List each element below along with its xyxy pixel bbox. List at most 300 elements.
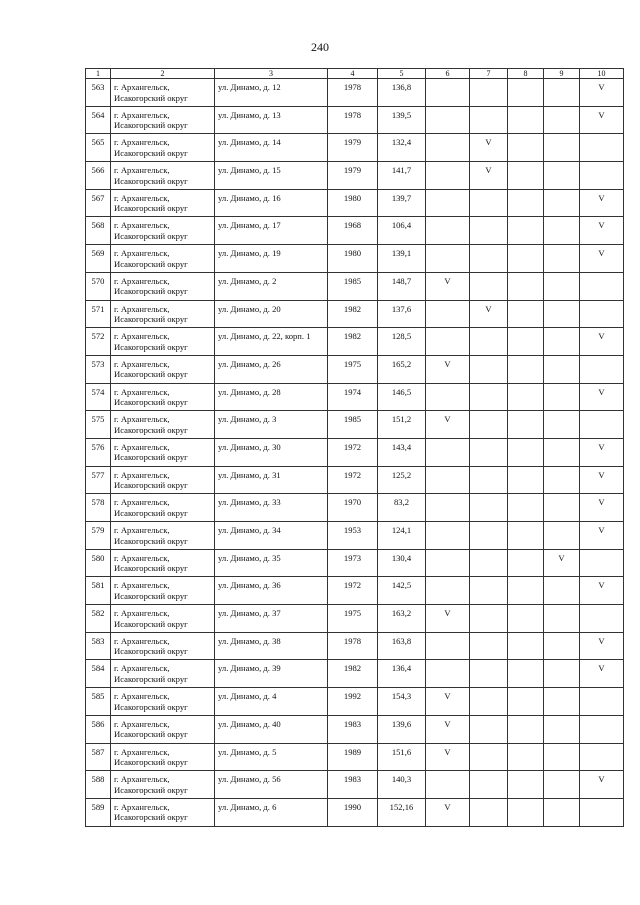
area-value: 139,7 xyxy=(378,189,426,217)
city-district: г. Архангельск, Исакогорский округ xyxy=(111,577,215,605)
mark-col-10 xyxy=(580,411,624,439)
address: ул. Динамо, д. 30 xyxy=(215,438,328,466)
mark-col-9 xyxy=(544,466,580,494)
table-row xyxy=(86,79,624,107)
mark-col-10: V xyxy=(580,632,624,660)
table-row xyxy=(86,688,624,716)
mark-col-10 xyxy=(580,300,624,328)
table-row xyxy=(86,438,624,466)
mark-col-10 xyxy=(580,272,624,300)
table-row xyxy=(86,162,624,190)
row-number: 574 xyxy=(86,383,111,411)
build-year: 1978 xyxy=(328,79,378,107)
mark-col-9 xyxy=(544,300,580,328)
area-value: 154,3 xyxy=(378,688,426,716)
address: ул. Динамо, д. 28 xyxy=(215,383,328,411)
mark-col-10: V xyxy=(580,522,624,550)
table-header xyxy=(86,69,624,79)
area-value: 139,6 xyxy=(378,715,426,743)
table-row xyxy=(86,383,624,411)
build-year: 1975 xyxy=(328,605,378,633)
build-year: 1982 xyxy=(328,328,378,356)
row-number: 577 xyxy=(86,466,111,494)
mark-col-9 xyxy=(544,522,580,550)
mark-col-9 xyxy=(544,798,580,826)
address: ул. Динамо, д. 39 xyxy=(215,660,328,688)
mark-col-8 xyxy=(508,798,544,826)
city-district: г. Архангельск, Исакогорский округ xyxy=(111,715,215,743)
mark-col-10: V xyxy=(580,466,624,494)
city-district: г. Архангельск, Исакогорский округ xyxy=(111,106,215,134)
city-district: г. Архангельск, Исакогорский округ xyxy=(111,79,215,107)
address: ул. Динамо, д. 16 xyxy=(215,189,328,217)
table-body xyxy=(86,79,624,827)
table-row xyxy=(86,771,624,799)
mark-col-6 xyxy=(426,134,470,162)
mark-col-6 xyxy=(426,771,470,799)
mark-col-9 xyxy=(544,162,580,190)
mark-col-8 xyxy=(508,688,544,716)
build-year: 1968 xyxy=(328,217,378,245)
mark-col-6 xyxy=(426,660,470,688)
city-district: г. Архангельск, Исакогорский округ xyxy=(111,605,215,633)
mark-col-6: V xyxy=(426,411,470,439)
mark-col-9 xyxy=(544,245,580,273)
table-row xyxy=(86,300,624,328)
row-number: 573 xyxy=(86,355,111,383)
mark-col-6: V xyxy=(426,715,470,743)
column-header-3: 3 xyxy=(215,69,328,79)
mark-col-7 xyxy=(470,79,508,107)
housing-registry-table xyxy=(85,68,624,827)
city-district: г. Архангельск, Исакогорский округ xyxy=(111,134,215,162)
address: ул. Динамо, д. 17 xyxy=(215,217,328,245)
mark-col-9 xyxy=(544,715,580,743)
mark-col-8 xyxy=(508,549,544,577)
build-year: 1985 xyxy=(328,272,378,300)
area-value: 132,4 xyxy=(378,134,426,162)
mark-col-8 xyxy=(508,272,544,300)
build-year: 1983 xyxy=(328,771,378,799)
mark-col-8 xyxy=(508,411,544,439)
table-row xyxy=(86,494,624,522)
mark-col-8 xyxy=(508,466,544,494)
build-year: 1979 xyxy=(328,162,378,190)
mark-col-9: V xyxy=(544,549,580,577)
area-value: 141,7 xyxy=(378,162,426,190)
area-value: 128,5 xyxy=(378,328,426,356)
mark-col-6 xyxy=(426,494,470,522)
mark-col-10 xyxy=(580,355,624,383)
row-number: 570 xyxy=(86,272,111,300)
city-district: г. Архангельск, Исакогорский округ xyxy=(111,549,215,577)
mark-col-9 xyxy=(544,577,580,605)
mark-col-8 xyxy=(508,632,544,660)
address: ул. Динамо, д. 5 xyxy=(215,743,328,771)
mark-col-10 xyxy=(580,688,624,716)
address: ул. Динамо, д. 14 xyxy=(215,134,328,162)
mark-col-6: V xyxy=(426,798,470,826)
column-header-6: 6 xyxy=(426,69,470,79)
build-year: 1972 xyxy=(328,577,378,605)
mark-col-7 xyxy=(470,549,508,577)
mark-col-9 xyxy=(544,272,580,300)
mark-col-6: V xyxy=(426,272,470,300)
mark-col-7 xyxy=(470,438,508,466)
mark-col-9 xyxy=(544,411,580,439)
table-row xyxy=(86,660,624,688)
mark-col-6 xyxy=(426,632,470,660)
mark-col-6: V xyxy=(426,743,470,771)
area-value: 136,8 xyxy=(378,79,426,107)
table-row xyxy=(86,328,624,356)
mark-col-7 xyxy=(470,328,508,356)
table-row xyxy=(86,189,624,217)
address: ул. Динамо, д. 15 xyxy=(215,162,328,190)
row-number: 584 xyxy=(86,660,111,688)
row-number: 580 xyxy=(86,549,111,577)
table-row xyxy=(86,715,624,743)
mark-col-10: V xyxy=(580,189,624,217)
address: ул. Динамо, д. 19 xyxy=(215,245,328,273)
mark-col-7 xyxy=(470,605,508,633)
mark-col-9 xyxy=(544,134,580,162)
column-header-2: 2 xyxy=(111,69,215,79)
mark-col-7 xyxy=(470,383,508,411)
row-number: 567 xyxy=(86,189,111,217)
build-year: 1953 xyxy=(328,522,378,550)
address: ул. Динамо, д. 13 xyxy=(215,106,328,134)
mark-col-9 xyxy=(544,743,580,771)
mark-col-7 xyxy=(470,688,508,716)
mark-col-8 xyxy=(508,577,544,605)
table-row xyxy=(86,577,624,605)
city-district: г. Архангельск, Исакогорский округ xyxy=(111,272,215,300)
mark-col-7: V xyxy=(470,134,508,162)
mark-col-6 xyxy=(426,549,470,577)
column-header-4: 4 xyxy=(328,69,378,79)
city-district: г. Архангельск, Исакогорский округ xyxy=(111,300,215,328)
mark-col-8 xyxy=(508,494,544,522)
build-year: 1972 xyxy=(328,438,378,466)
build-year: 1990 xyxy=(328,798,378,826)
table-row xyxy=(86,134,624,162)
row-number: 575 xyxy=(86,411,111,439)
mark-col-8 xyxy=(508,771,544,799)
city-district: г. Архангельск, Исакогорский округ xyxy=(111,383,215,411)
mark-col-10 xyxy=(580,715,624,743)
mark-col-9 xyxy=(544,217,580,245)
table-row xyxy=(86,798,624,826)
row-number: 581 xyxy=(86,577,111,605)
area-value: 165,2 xyxy=(378,355,426,383)
row-number: 563 xyxy=(86,79,111,107)
city-district: г. Архангельск, Исакогорский округ xyxy=(111,632,215,660)
mark-col-10 xyxy=(580,605,624,633)
row-number: 589 xyxy=(86,798,111,826)
build-year: 1972 xyxy=(328,466,378,494)
row-number: 582 xyxy=(86,605,111,633)
mark-col-9 xyxy=(544,189,580,217)
row-number: 587 xyxy=(86,743,111,771)
mark-col-7 xyxy=(470,660,508,688)
mark-col-9 xyxy=(544,383,580,411)
mark-col-9 xyxy=(544,660,580,688)
mark-col-8 xyxy=(508,605,544,633)
area-value: 152,16 xyxy=(378,798,426,826)
mark-col-9 xyxy=(544,106,580,134)
mark-col-7: V xyxy=(470,300,508,328)
city-district: г. Архангельск, Исакогорский округ xyxy=(111,438,215,466)
column-header-9: 9 xyxy=(544,69,580,79)
mark-col-7 xyxy=(470,632,508,660)
city-district: г. Архангельск, Исакогорский округ xyxy=(111,189,215,217)
build-year: 1989 xyxy=(328,743,378,771)
mark-col-8 xyxy=(508,328,544,356)
table-row xyxy=(86,522,624,550)
city-district: г. Архангельск, Исакогорский округ xyxy=(111,328,215,356)
mark-col-8 xyxy=(508,217,544,245)
table-row xyxy=(86,272,624,300)
mark-col-10 xyxy=(580,134,624,162)
area-value: 137,6 xyxy=(378,300,426,328)
address: ул. Динамо, д. 33 xyxy=(215,494,328,522)
table-row xyxy=(86,632,624,660)
build-year: 1980 xyxy=(328,189,378,217)
column-header-8: 8 xyxy=(508,69,544,79)
column-header-1: 1 xyxy=(86,69,111,79)
mark-col-9 xyxy=(544,632,580,660)
area-value: 140,3 xyxy=(378,771,426,799)
address: ул. Динамо, д. 34 xyxy=(215,522,328,550)
row-number: 568 xyxy=(86,217,111,245)
row-number: 576 xyxy=(86,438,111,466)
mark-col-7 xyxy=(470,245,508,273)
mark-col-7 xyxy=(470,522,508,550)
city-district: г. Архангельск, Исакогорский округ xyxy=(111,798,215,826)
city-district: г. Архангельск, Исакогорский округ xyxy=(111,217,215,245)
area-value: 124,1 xyxy=(378,522,426,550)
mark-col-6 xyxy=(426,189,470,217)
mark-col-10 xyxy=(580,162,624,190)
mark-col-10 xyxy=(580,798,624,826)
address: ул. Динамо, д. 12 xyxy=(215,79,328,107)
page-number: 240 xyxy=(311,40,329,54)
row-number: 586 xyxy=(86,715,111,743)
city-district: г. Архангельск, Исакогорский округ xyxy=(111,771,215,799)
column-header-10: 10 xyxy=(580,69,624,79)
table-row xyxy=(86,605,624,633)
mark-col-8 xyxy=(508,660,544,688)
mark-col-9 xyxy=(544,355,580,383)
area-value: 106,4 xyxy=(378,217,426,245)
mark-col-8 xyxy=(508,245,544,273)
mark-col-8 xyxy=(508,162,544,190)
column-header-5: 5 xyxy=(378,69,426,79)
build-year: 1973 xyxy=(328,549,378,577)
address: ул. Динамо, д. 37 xyxy=(215,605,328,633)
mark-col-6 xyxy=(426,328,470,356)
mark-col-6: V xyxy=(426,605,470,633)
mark-col-10 xyxy=(580,743,624,771)
city-district: г. Архангельск, Исакогорский округ xyxy=(111,743,215,771)
row-number: 585 xyxy=(86,688,111,716)
mark-col-9 xyxy=(544,328,580,356)
mark-col-7 xyxy=(470,798,508,826)
mark-col-7 xyxy=(470,189,508,217)
build-year: 1978 xyxy=(328,106,378,134)
area-value: 148,7 xyxy=(378,272,426,300)
area-value: 83,2 xyxy=(378,494,426,522)
row-number: 564 xyxy=(86,106,111,134)
mark-col-6 xyxy=(426,466,470,494)
address: ул. Динамо, д. 2 xyxy=(215,272,328,300)
row-number: 565 xyxy=(86,134,111,162)
mark-col-7 xyxy=(470,217,508,245)
area-value: 139,5 xyxy=(378,106,426,134)
address: ул. Динамо, д. 38 xyxy=(215,632,328,660)
city-district: г. Архангельск, Исакогорский округ xyxy=(111,522,215,550)
address: ул. Динамо, д. 6 xyxy=(215,798,328,826)
address: ул. Динамо, д. 31 xyxy=(215,466,328,494)
mark-col-9 xyxy=(544,771,580,799)
mark-col-6 xyxy=(426,162,470,190)
city-district: г. Архангельск, Исакогорский округ xyxy=(111,162,215,190)
area-value: 130,4 xyxy=(378,549,426,577)
area-value: 163,8 xyxy=(378,632,426,660)
city-district: г. Архангельск, Исакогорский округ xyxy=(111,660,215,688)
area-value: 139,1 xyxy=(378,245,426,273)
build-year: 1980 xyxy=(328,245,378,273)
mark-col-7 xyxy=(470,355,508,383)
row-number: 588 xyxy=(86,771,111,799)
build-year: 1983 xyxy=(328,715,378,743)
address: ул. Динамо, д. 40 xyxy=(215,715,328,743)
mark-col-10: V xyxy=(580,771,624,799)
mark-col-8 xyxy=(508,715,544,743)
address: ул. Динамо, д. 26 xyxy=(215,355,328,383)
address: ул. Динамо, д. 20 xyxy=(215,300,328,328)
build-year: 1992 xyxy=(328,688,378,716)
mark-col-10 xyxy=(580,549,624,577)
build-year: 1979 xyxy=(328,134,378,162)
address: ул. Динамо, д. 36 xyxy=(215,577,328,605)
table-row xyxy=(86,355,624,383)
city-district: г. Архангельск, Исакогорский округ xyxy=(111,494,215,522)
area-value: 143,4 xyxy=(378,438,426,466)
area-value: 151,2 xyxy=(378,411,426,439)
build-year: 1975 xyxy=(328,355,378,383)
address: ул. Динамо, д. 22, корп. 1 xyxy=(215,328,328,356)
table-row xyxy=(86,549,624,577)
row-number: 566 xyxy=(86,162,111,190)
area-value: 142,5 xyxy=(378,577,426,605)
mark-col-10: V xyxy=(580,106,624,134)
mark-col-7 xyxy=(470,106,508,134)
row-number: 571 xyxy=(86,300,111,328)
mark-col-10: V xyxy=(580,438,624,466)
mark-col-6 xyxy=(426,522,470,550)
mark-col-10: V xyxy=(580,328,624,356)
mark-col-10: V xyxy=(580,217,624,245)
area-value: 125,2 xyxy=(378,466,426,494)
mark-col-8 xyxy=(508,134,544,162)
table-row xyxy=(86,217,624,245)
table-row xyxy=(86,743,624,771)
city-district: г. Архангельск, Исакогорский округ xyxy=(111,411,215,439)
mark-col-7 xyxy=(470,577,508,605)
mark-col-7 xyxy=(470,494,508,522)
header-row xyxy=(86,69,624,79)
city-district: г. Архангельск, Исакогорский округ xyxy=(111,688,215,716)
address: ул. Динамо, д. 3 xyxy=(215,411,328,439)
mark-col-6 xyxy=(426,438,470,466)
mark-col-6: V xyxy=(426,688,470,716)
mark-col-10: V xyxy=(580,79,624,107)
mark-col-9 xyxy=(544,605,580,633)
mark-col-8 xyxy=(508,79,544,107)
area-value: 163,2 xyxy=(378,605,426,633)
build-year: 1974 xyxy=(328,383,378,411)
address: ул. Динамо, д. 4 xyxy=(215,688,328,716)
mark-col-10: V xyxy=(580,660,624,688)
column-header-7: 7 xyxy=(470,69,508,79)
area-value: 136,4 xyxy=(378,660,426,688)
build-year: 1985 xyxy=(328,411,378,439)
area-value: 151,6 xyxy=(378,743,426,771)
mark-col-9 xyxy=(544,688,580,716)
row-number: 578 xyxy=(86,494,111,522)
mark-col-7 xyxy=(470,411,508,439)
row-number: 569 xyxy=(86,245,111,273)
address: ул. Динамо, д. 35 xyxy=(215,549,328,577)
build-year: 1982 xyxy=(328,300,378,328)
mark-col-7 xyxy=(470,466,508,494)
address: ул. Динамо, д. 56 xyxy=(215,771,328,799)
table-row xyxy=(86,106,624,134)
mark-col-8 xyxy=(508,383,544,411)
mark-col-7 xyxy=(470,771,508,799)
table-row xyxy=(86,245,624,273)
mark-col-8 xyxy=(508,106,544,134)
mark-col-8 xyxy=(508,300,544,328)
build-year: 1982 xyxy=(328,660,378,688)
mark-col-6 xyxy=(426,217,470,245)
mark-col-6 xyxy=(426,383,470,411)
build-year: 1970 xyxy=(328,494,378,522)
mark-col-10: V xyxy=(580,383,624,411)
mark-col-6 xyxy=(426,245,470,273)
mark-col-10: V xyxy=(580,577,624,605)
city-district: г. Архангельск, Исакогорский округ xyxy=(111,355,215,383)
mark-col-6 xyxy=(426,300,470,328)
mark-col-8 xyxy=(508,355,544,383)
row-number: 572 xyxy=(86,328,111,356)
mark-col-9 xyxy=(544,494,580,522)
city-district: г. Архангельск, Исакогорский округ xyxy=(111,466,215,494)
table-row xyxy=(86,411,624,439)
mark-col-6 xyxy=(426,106,470,134)
mark-col-6: V xyxy=(426,355,470,383)
mark-col-10: V xyxy=(580,494,624,522)
mark-col-10: V xyxy=(580,245,624,273)
mark-col-9 xyxy=(544,79,580,107)
mark-col-8 xyxy=(508,438,544,466)
row-number: 579 xyxy=(86,522,111,550)
build-year: 1978 xyxy=(328,632,378,660)
table-row xyxy=(86,466,624,494)
mark-col-8 xyxy=(508,189,544,217)
